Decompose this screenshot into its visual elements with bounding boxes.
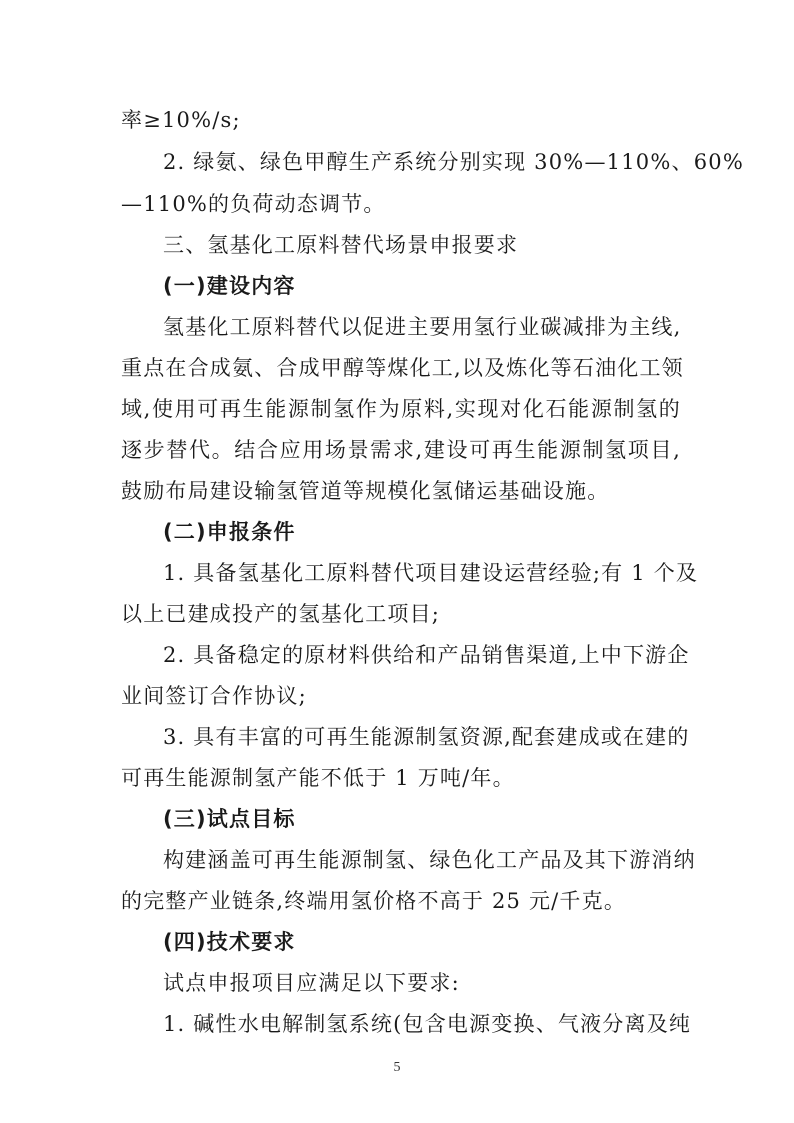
paragraph-line: 构建涵盖可再生能源制氢、绿色化工产品及其下游消纳 [163, 848, 696, 872]
paragraph-line: 试点申报项目应满足以下要求: [163, 971, 460, 995]
list-item: 1. 具备氢基化工原料替代项目建设运营经验;有 1 个及 [163, 561, 699, 585]
body-line: —110%的负荷动态调节。 [121, 192, 386, 216]
page-number: 5 [393, 1060, 401, 1075]
subsection-heading: (三)试点目标 [163, 807, 296, 831]
paragraph-line: 域,使用可再生能源制氢作为原料,实现对化石能源制氢的 [121, 397, 681, 421]
list-item-continuation: 以上已建成投产的氢基化工项目; [121, 602, 441, 626]
section-heading: 三、氢基化工原料替代场景申报要求 [163, 233, 519, 257]
list-item: 1. 碱性水电解制氢系统(包含电源变换、气液分离及纯 [163, 1012, 692, 1036]
paragraph-line: 氢基化工原料替代以促进主要用氢行业碳减排为主线, [163, 315, 682, 339]
list-item: 2. 具备稳定的原材料供给和产品销售渠道,上中下游企 [163, 643, 690, 667]
list-item-continuation: 可再生能源制氢产能不低于 1 万吨/年。 [121, 766, 515, 790]
paragraph-line: 重点在合成氨、合成甲醇等煤化工,以及炼化等石油化工领 [121, 356, 684, 380]
list-item: 2. 绿氨、绿色甲醇生产系统分别实现 30%—110%、60% [163, 150, 744, 174]
list-item-continuation: 业间签订合作协议; [121, 684, 307, 708]
subsection-heading: (二)申报条件 [163, 520, 296, 544]
subsection-heading: (四)技术要求 [163, 930, 296, 954]
subsection-heading: (一)建设内容 [163, 274, 296, 298]
paragraph-line: 逐步替代。结合应用场景需求,建设可再生能源制氢项目, [121, 438, 681, 462]
body-line: 率≥10%/s; [121, 108, 241, 132]
list-item: 3. 具有丰富的可再生能源制氢资源,配套建成或在建的 [163, 725, 690, 749]
paragraph-line: 鼓励布局建设输氢管道等规模化氢储运基础设施。 [121, 479, 610, 503]
paragraph-line: 的完整产业链条,终端用氢价格不高于 25 元/千克。 [121, 889, 627, 913]
